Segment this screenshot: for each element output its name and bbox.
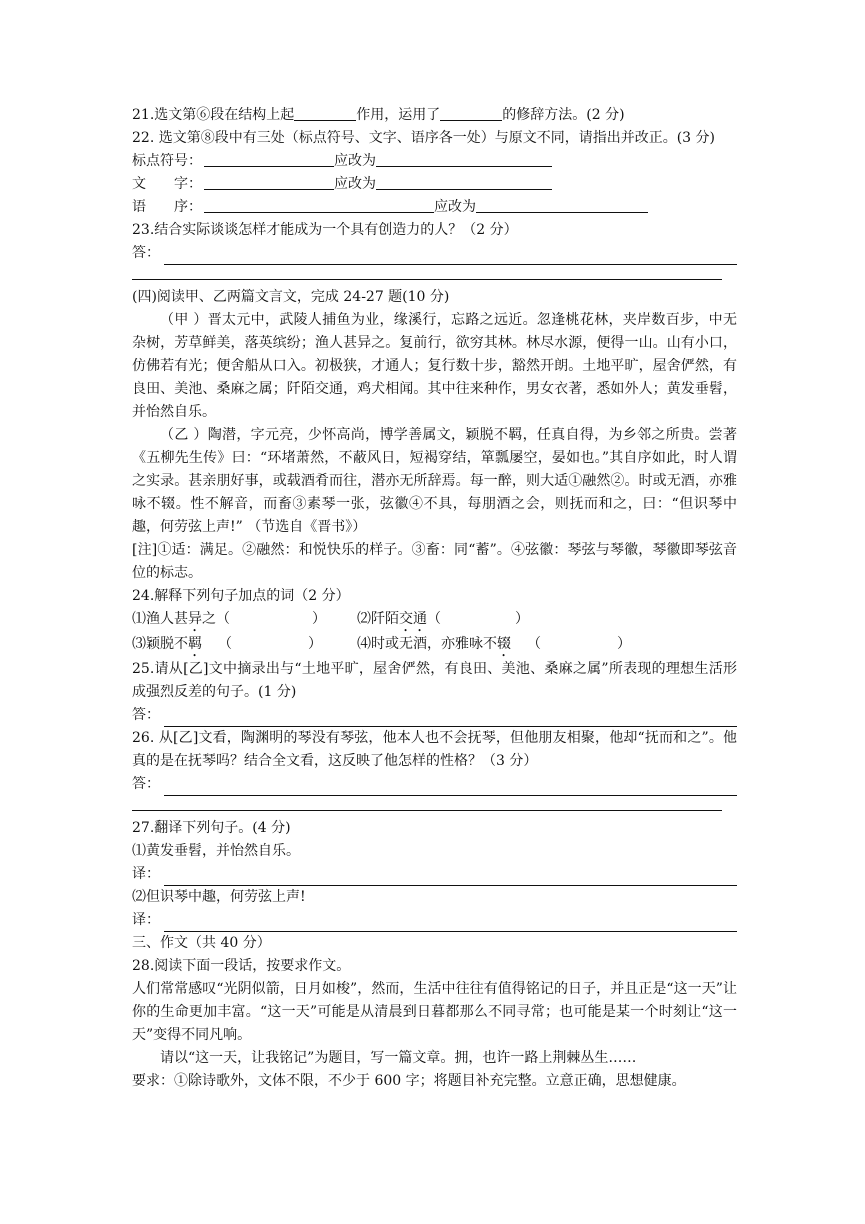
q27-sentence-2: ⑵但识琴中趣，何劳弦上声! bbox=[132, 889, 306, 905]
question-25: 25.请从[乙]文中摘录出与“土地平旷，屋舍俨然，有良田、美池、桑麻之属”所表现的理想生活形成强烈反差的句子。(1 分) bbox=[132, 661, 737, 700]
q22-label: 语 序： bbox=[132, 199, 202, 215]
q22-blank[interactable] bbox=[376, 175, 552, 190]
q22-row-order bbox=[132, 196, 737, 219]
answer-label: 答： bbox=[132, 776, 160, 792]
dotted-word: 异 bbox=[188, 611, 202, 627]
q26-answer-row bbox=[132, 773, 737, 796]
q22-blank[interactable] bbox=[376, 152, 552, 167]
q23-answer-row bbox=[132, 242, 737, 265]
question-28: 28.阅读下面一段话，按要求作文。 bbox=[132, 958, 351, 974]
q27-translation-row-1 bbox=[132, 863, 737, 886]
q22-mid: 应改为 bbox=[334, 153, 376, 169]
q25-answer-row bbox=[132, 704, 737, 727]
translate-label: 译： bbox=[132, 912, 160, 928]
passage-note: [注]①适：满足。②融然：和悦快乐的样子。③畜：同“蓄”。④弦徽：琴弦与琴徽，琴徽即琴弦音位的标志。 bbox=[132, 542, 737, 581]
answer-line[interactable] bbox=[164, 780, 737, 796]
q28-paragraph-2: 请以“这一天，让我铭记”为题目，写一篇文章。拥，也许一路上荆棘丛生…… bbox=[160, 1050, 637, 1066]
question-26: 26. 从[乙]文看，陶渊明的琴没有琴弦，他本人也不会抚琴，但他朋友相聚，他却“抚而和之”。他真的是在抚琴吗？结合全文看，这反映了他怎样的性格？（3 分） bbox=[132, 730, 737, 769]
q21-blank-1[interactable] bbox=[294, 106, 356, 121]
q21-text-3: 的修辞方法。(2 分) bbox=[502, 107, 625, 123]
q24-item-1: ⑴渔人甚异之（ ） bbox=[132, 611, 326, 627]
q24-item-3: ⑶颖脱不羁 （ ） bbox=[132, 636, 322, 652]
q28-requirements: 要求：①除诗歌外，文体不限，不少于 600 字；将题目补充完整。立意正确，思想健康。 bbox=[132, 1073, 686, 1089]
dotted-word: 羁 bbox=[188, 636, 202, 652]
q27-translation-row-2 bbox=[132, 909, 737, 932]
section-4-title: (四)阅读甲、乙两篇文言文，完成 24-27 题(10 分) bbox=[132, 289, 450, 305]
passage-yi: （乙 ）陶潜，字元亮，少怀高尚，博学善属文，颖脱不羁，任真自得，为乡邻之所贵。尝著《五柳先生传》曰：“环堵萧然，不蔽风日，短褐穿结，箪瓢屡空，晏如也。”其自序如此，时人谓之实录。甚亲朋好事，或载酒肴而往，潜亦无所辞焉。每一醉，则大适①融然②。时或无酒，亦雅咏不辍。性不解音，而畜③素琴一张，弦徽④不具，每朋酒之会，则抚而和之，曰：“但识琴中趣，何劳弦上声!” （节选自《晋书》） bbox=[132, 427, 737, 535]
q22-blank[interactable] bbox=[204, 198, 434, 213]
q21-text-1: 21.选文第⑥段在结构上起 bbox=[132, 107, 295, 123]
translate-label: 译： bbox=[132, 866, 160, 882]
q24-item-2: ⑵阡陌交通（ ） bbox=[357, 611, 529, 627]
answer-line[interactable] bbox=[164, 711, 737, 727]
q21-text-2: 作用，运用了 bbox=[356, 107, 441, 123]
dotted-word: 交通 bbox=[399, 611, 427, 627]
answer-line[interactable] bbox=[132, 796, 722, 811]
question-23: 23.结合实际谈谈怎样才能成为一个具有创造力的人？（2 分） bbox=[132, 222, 518, 238]
section-3-title: 三、作文（共 40 分） bbox=[132, 935, 271, 951]
answer-line[interactable] bbox=[164, 249, 737, 265]
q27-sentence-1: ⑴黄发垂髫，并怡然自乐。 bbox=[132, 843, 300, 859]
q28-paragraph-1: 人们常常感叹“光阴似箭，日月如梭”，然而，生活中往往有值得铭记的日子，并且正是“这一天”让你的生命更加丰富。“这一天”可能是从清晨到日暮都那么不同寻常；也可能是某一个时刻让“这一天”变得不同凡响。 bbox=[132, 981, 737, 1043]
q22-label: 文 字： bbox=[132, 176, 202, 192]
q24-item-4: ⑷时或无酒，亦雅咏不辍 （ ） bbox=[357, 636, 631, 652]
exam-page bbox=[132, 104, 737, 1093]
question-24: 24.解释下列句子加点的词（2 分） bbox=[132, 588, 350, 604]
answer-line[interactable] bbox=[132, 265, 722, 280]
answer-line[interactable] bbox=[164, 916, 737, 932]
question-27: 27.翻译下列句子。(4 分) bbox=[132, 820, 291, 836]
passage-jia: （甲 ）晋太元中，武陵人捕鱼为业，缘溪行，忘路之远近。忽逢桃花林，夹岸数百步，中无杂树，芳草鲜美，落英缤纷；渔人甚异之。复前行，欲穷其林。林尽水源，便得一山。山有小口，仿佛若有光；便舍船从口入。初极狭，才通人；复行数十步，豁然开朗。土地平旷，屋舍俨然，有良田、美池、桑麻之属；阡陌交通，鸡犬相闻。其中往来种作，男女衣著，悉如外人；黄发垂髫，并怡然自乐。 bbox=[132, 312, 737, 420]
q24-row-1 bbox=[132, 608, 737, 631]
dotted-word: 辍 bbox=[497, 636, 511, 652]
q22-label: 标点符号： bbox=[132, 153, 202, 169]
question-21 bbox=[132, 104, 737, 127]
question-22: 22. 选文第⑧段中有三处（标点符号、文字、语序各一处）与原文不同，请指出并改正。(3 分) bbox=[132, 130, 715, 146]
q21-blank-2[interactable] bbox=[440, 106, 502, 121]
answer-label: 答： bbox=[132, 707, 160, 723]
q22-row-character bbox=[132, 173, 737, 196]
answer-line[interactable] bbox=[164, 870, 737, 886]
answer-label: 答： bbox=[132, 245, 160, 261]
q22-blank[interactable] bbox=[476, 198, 648, 213]
q22-mid: 应改为 bbox=[434, 199, 476, 215]
q22-blank[interactable] bbox=[204, 175, 334, 190]
q22-row-punctuation bbox=[132, 150, 737, 173]
q24-row-2 bbox=[132, 631, 737, 658]
q22-blank[interactable] bbox=[204, 152, 334, 167]
q22-mid: 应改为 bbox=[334, 176, 376, 192]
